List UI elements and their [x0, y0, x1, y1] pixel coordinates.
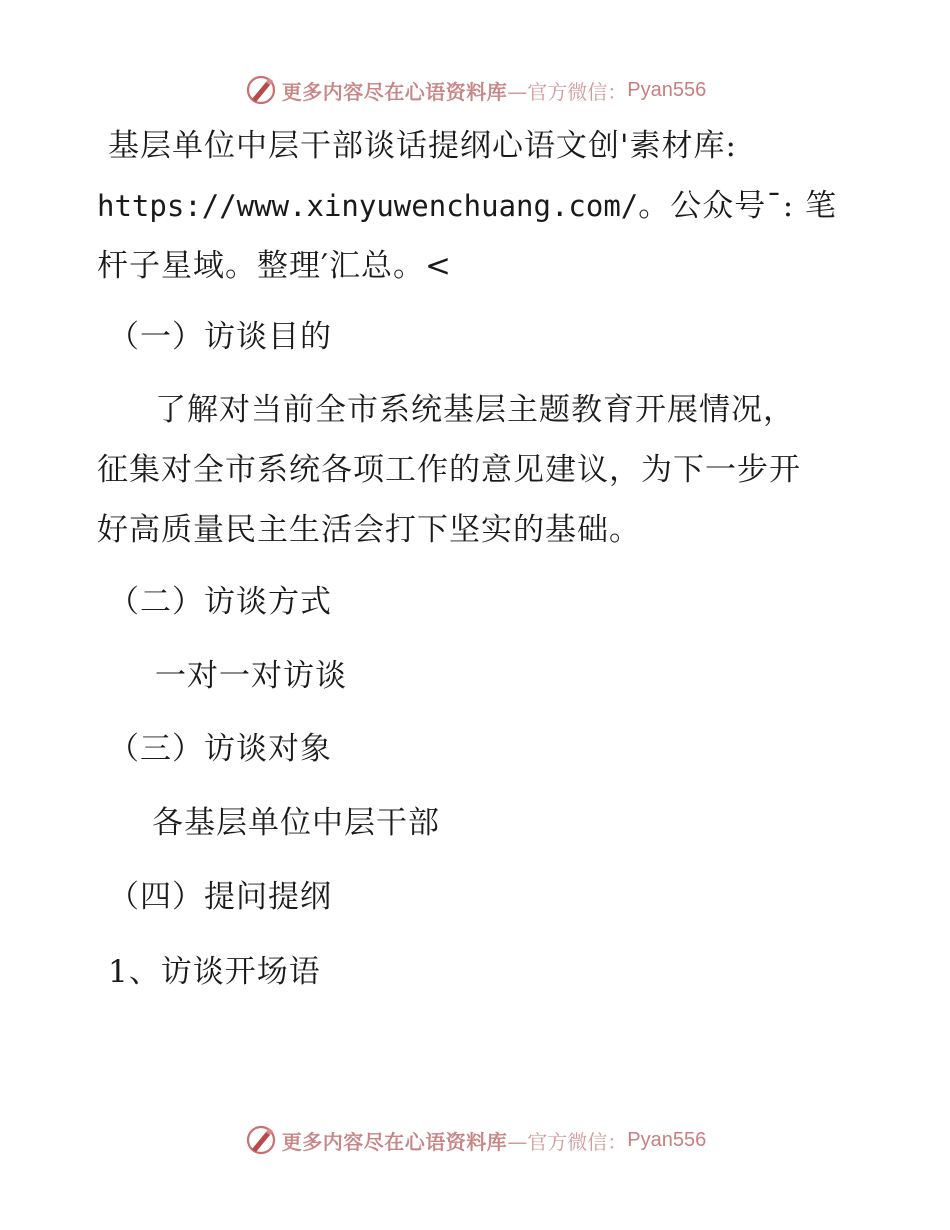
banner-separator-text: —官方微信：	[507, 79, 628, 104]
section-1-paragraph-line-1: 了解对当前全市系统基层主题教育开展情况，	[155, 392, 795, 428]
banner-wechat-id: Pyan556	[627, 78, 707, 101]
title-line-3: 杆子星域。整理′汇总。<	[97, 248, 453, 284]
footer-banner-content	[244, 1123, 706, 1157]
section-2-body: 一对一对访谈	[155, 658, 347, 694]
section-1-paragraph-line-2: 征集对全市系统各项工作的意见建议，为下一步开	[97, 452, 801, 488]
section-3-body: 各基层单位中层干部	[152, 805, 440, 841]
banner-main-text: 更多内容尽在心语资料库	[281, 1129, 508, 1154]
list-item-1: 1、访谈开场语	[108, 954, 321, 990]
section-1-heading: （一）访谈目的	[108, 319, 332, 355]
section-1-paragraph-line-3: 好高质量民主生活会打下坚实的基础。	[97, 512, 641, 548]
source-url: https://www.xinyuwenchuang.com/	[97, 189, 639, 223]
section-3-heading: （三）访谈对象	[108, 731, 332, 767]
header-banner-content	[244, 73, 706, 107]
title-line-1: 基层单位中层干部谈话提纲心语文创'素材库:	[108, 128, 737, 164]
banner-main-text: 更多内容尽在心语资料库	[281, 79, 508, 104]
banner-separator-text: —官方微信：	[507, 1129, 628, 1154]
title-line-2	[97, 186, 837, 226]
section-2-heading: （二）访谈方式	[108, 584, 332, 620]
pen-logo-icon	[244, 1123, 278, 1157]
banner-wechat-id: Pyan556	[627, 1128, 707, 1151]
header-banner	[0, 70, 950, 110]
section-4-heading: （四）提问提纲	[108, 879, 332, 915]
footer-banner	[0, 1120, 950, 1160]
pen-logo-icon	[244, 73, 278, 107]
title-line-2-rest: 。公众号¯: 笔	[638, 188, 838, 224]
